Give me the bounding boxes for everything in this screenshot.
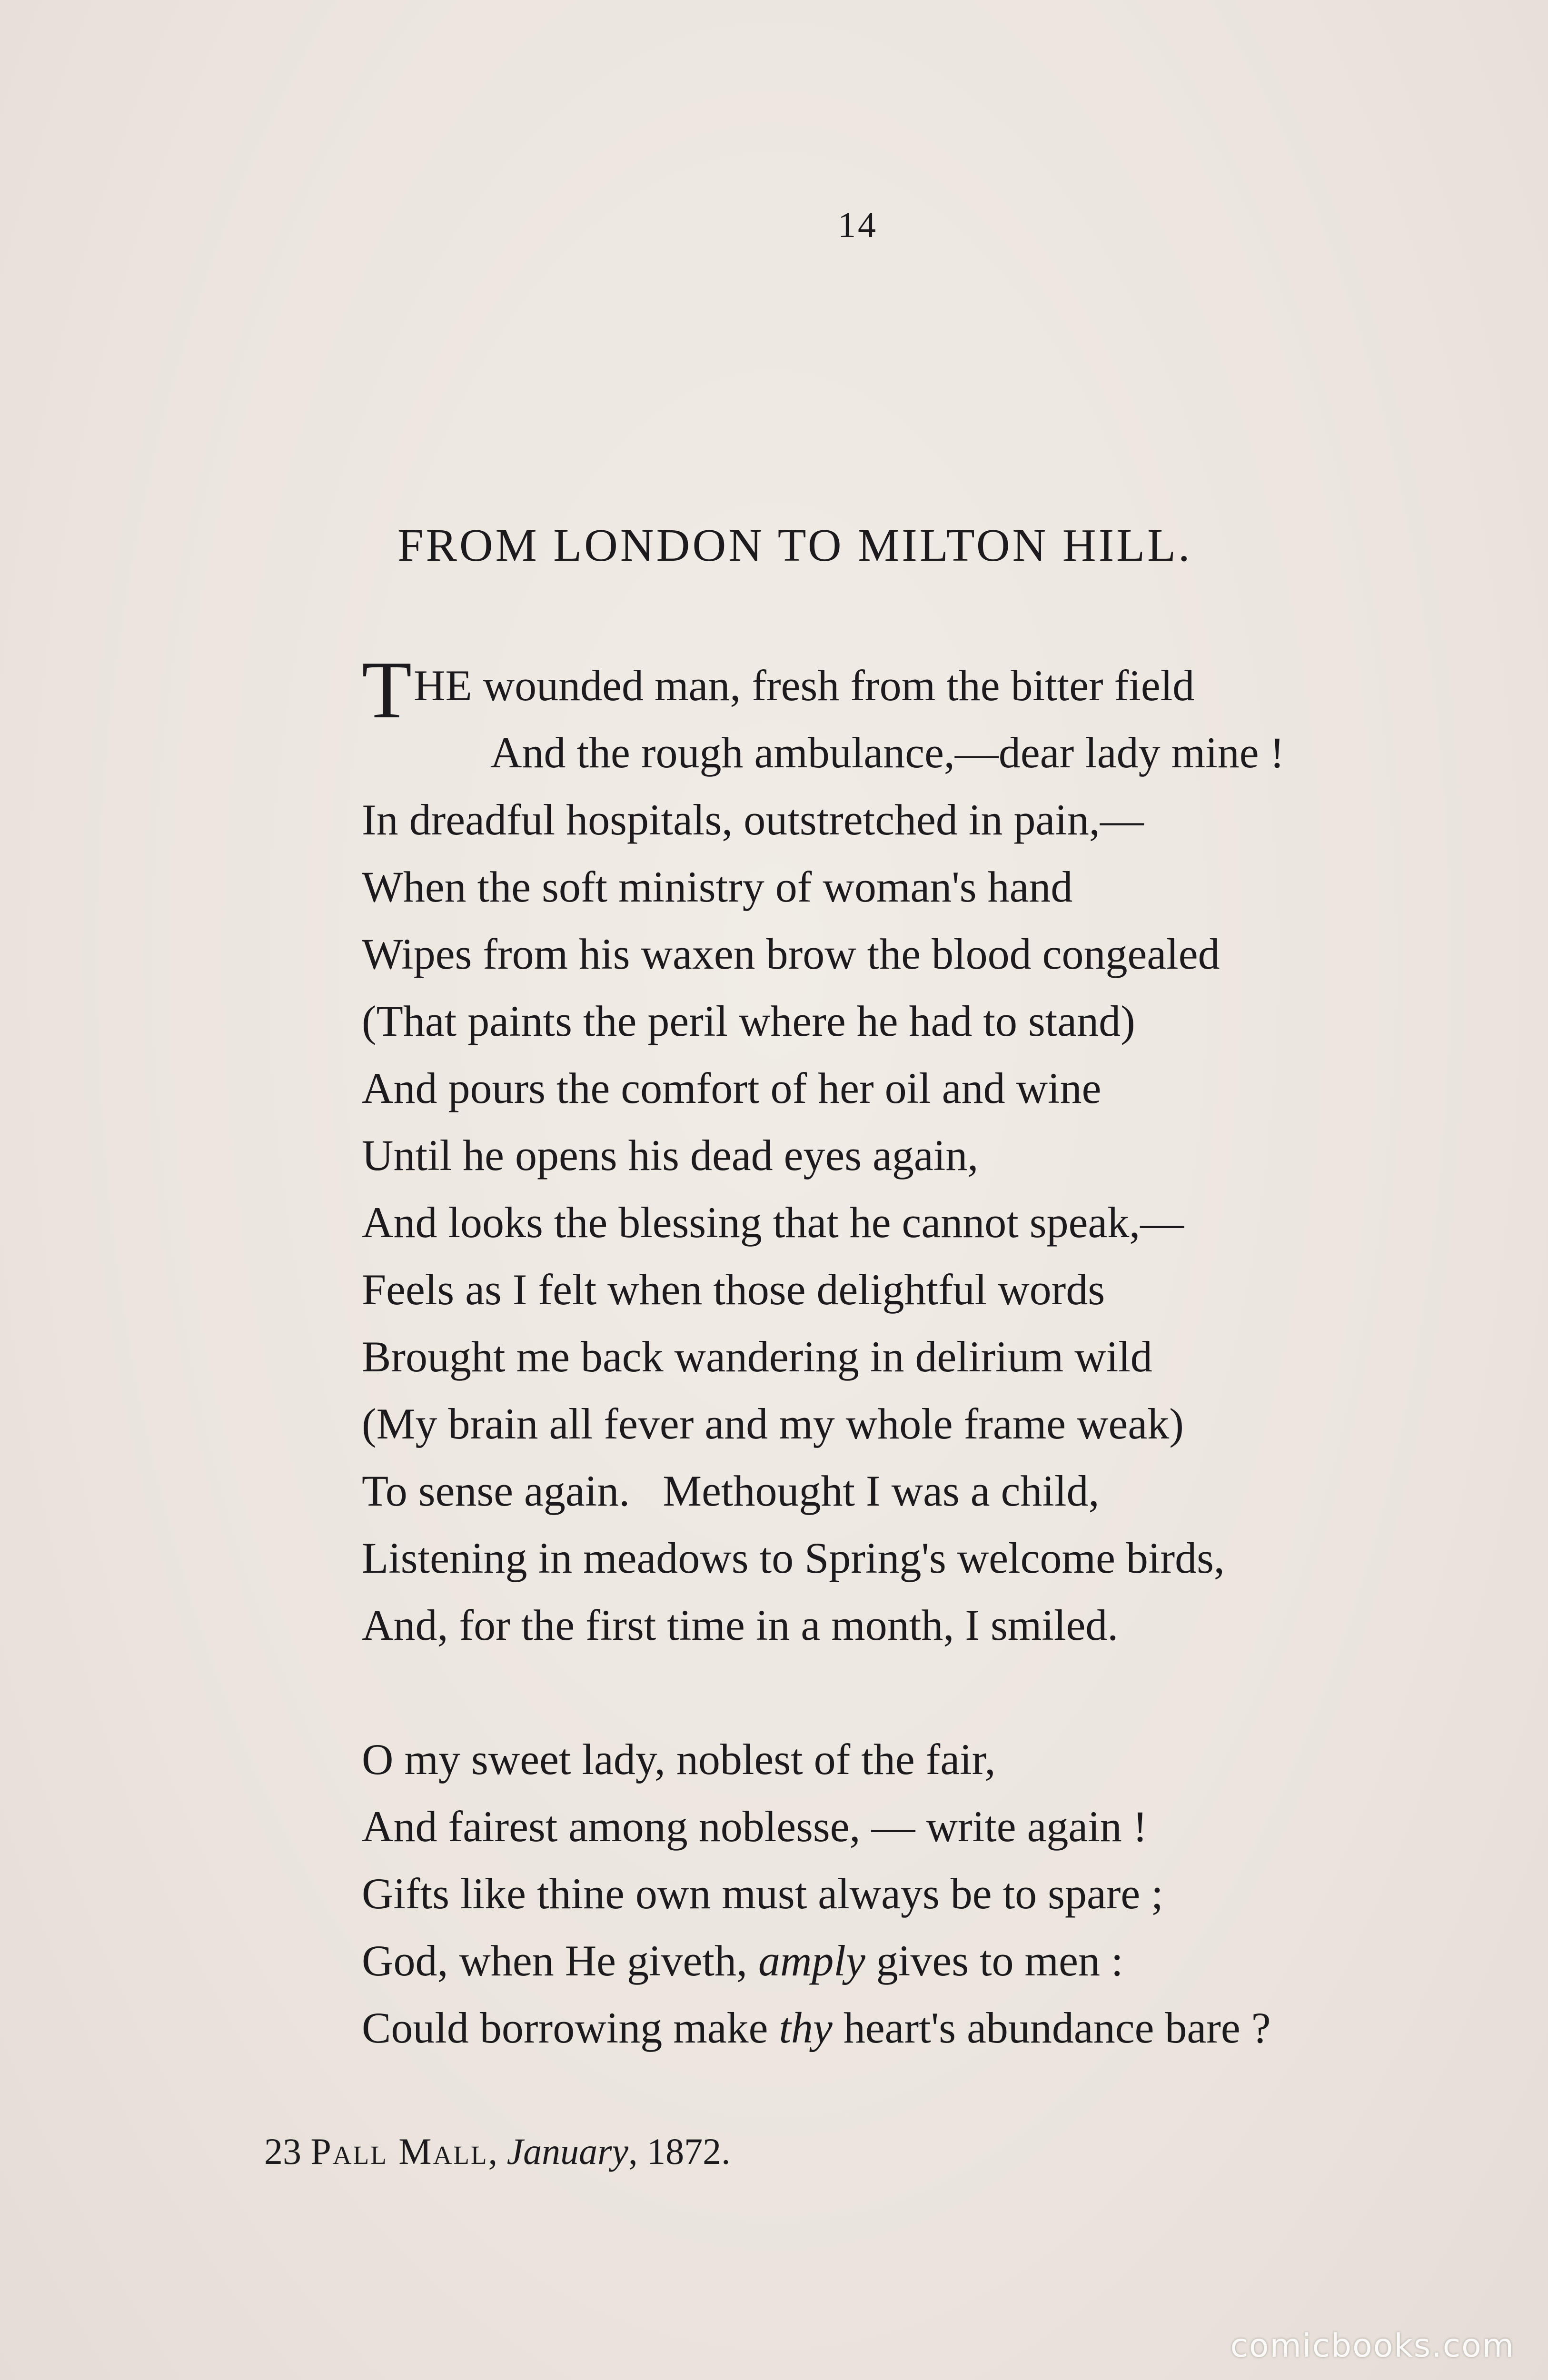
poem-line: (My brain all fever and my whole frame weak) (362, 1399, 1184, 1448)
stanza-1 (362, 645, 1504, 1659)
poem-line (362, 645, 1504, 735)
poem-line (362, 1927, 1504, 1994)
stanza-gap (362, 1659, 1504, 1726)
poem-line: And the rough ambulance,—dear lady mine ! (490, 728, 1285, 777)
poem-line: Listening in meadows to Spring's welcome birds, (362, 1534, 1225, 1582)
poem-line: And pours the comfort of her oil and wine (362, 1064, 1101, 1112)
dateline-sep: , (488, 2131, 507, 2172)
watermark-logo: comicbooks.com (1230, 2327, 1515, 2365)
poem-line: And fairest among noblesse, — write again ! (362, 1802, 1148, 1851)
drop-cap: T (362, 645, 412, 735)
poem-line: Feels as I felt when those delightful words (362, 1265, 1105, 1314)
poem-line: (That paints the peril where he had to stand) (362, 997, 1135, 1045)
poem-line-text: Could borrowing make (362, 2003, 779, 2052)
poem-title: FROM LONDON TO MILTON HILL. (397, 520, 1192, 571)
poem-line: O my sweet lady, noblest of the fair, (362, 1735, 996, 1784)
emphasis: thy (779, 2003, 833, 2052)
poem-line-text: God, when He giveth, (362, 1936, 758, 1985)
poem-line: In dreadful hospitals, outstretched in pain,— (362, 795, 1144, 844)
poem-line: To sense again. Methought I was a child, (362, 1467, 1100, 1515)
poem-line-text: HE wounded man, fresh from the bitter field (414, 661, 1195, 710)
poem-line: Wipes from his waxen brow the blood congealed (362, 930, 1220, 978)
dateline-month: January (506, 2131, 629, 2172)
poem-line: And looks the blessing that he cannot speak,— (362, 1198, 1184, 1247)
poem-line: Gifts like thine own must always be to spare ; (362, 1869, 1163, 1918)
poem-line-text: gives to men : (865, 1936, 1123, 1985)
dateline (264, 2130, 731, 2173)
stanza-2 (362, 1726, 1504, 2062)
poem-line: When the soft ministry of woman's hand (362, 863, 1073, 911)
dateline-year: , 1872. (628, 2131, 731, 2172)
poem-line-text: heart's abundance bare ? (832, 2003, 1271, 2052)
dateline-place: Pall Mall (310, 2131, 488, 2172)
poem-body (362, 645, 1504, 2062)
poem-line: Brought me back wandering in delirium wild (362, 1332, 1152, 1381)
poem-line: And, for the first time in a month, I smiled. (362, 1601, 1119, 1649)
poem-line: Until he opens his dead eyes again, (362, 1131, 979, 1180)
poem-line (362, 1994, 1504, 2062)
page-number: 14 (838, 205, 878, 245)
dateline-number: 23 (264, 2131, 311, 2172)
emphasis: amply (758, 1936, 865, 1985)
